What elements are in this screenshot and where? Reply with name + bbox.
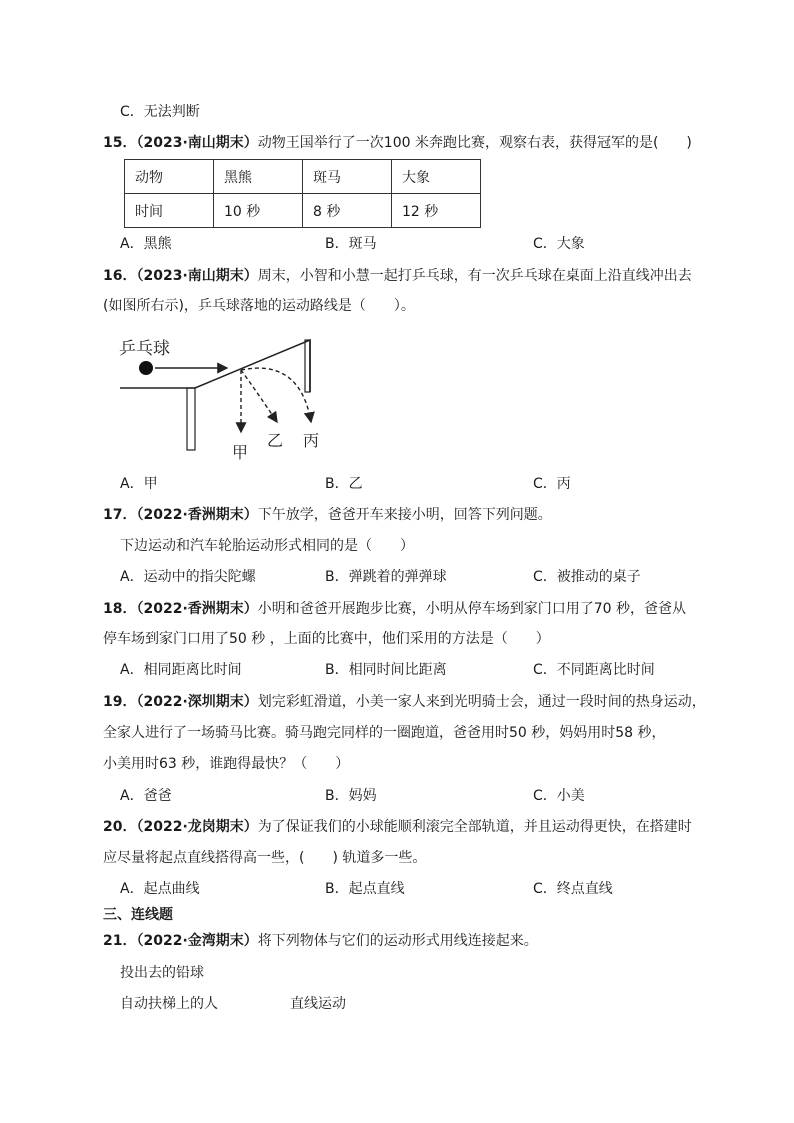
path-label-yi: 乙 (267, 431, 284, 450)
question-16-cont: (如图所右示)，乒乓球落地的运动路线是（ ）。 (103, 298, 415, 314)
question-text: 下午放学，爸爸开车来接小明，回答下列问题。 (257, 507, 552, 523)
question-number: 20． (103, 819, 137, 835)
question-20 (103, 817, 692, 837)
prev-option-c: C．无法判断 (120, 104, 200, 120)
option-c[interactable]: C．大象 (533, 236, 585, 252)
option-b[interactable]: B．起点直线 (325, 881, 405, 897)
question-number: 19． (103, 694, 137, 710)
question-19-cont2: 小美用时63 秒，谁跑得最快？（ ） (103, 756, 350, 772)
option-c[interactable]: C．不同距离比时间 (533, 662, 655, 678)
table-cell: 12 秒 (392, 194, 481, 228)
question-number: 16． (103, 268, 137, 284)
option-a[interactable]: A．起点曲线 (120, 881, 200, 897)
question-source: （2022·香洲期末） (136, 601, 258, 617)
table-cell: 斑马 (303, 160, 392, 194)
question-18-cont: 停车场到家门口用了50 秒 ，上面的比赛中，他们采用的方法是（ ） (103, 631, 550, 647)
question-text: 划完彩虹滑道，小美一家人来到光明骑士会，通过一段时间的热身运动， (257, 694, 706, 710)
option-c[interactable]: C．终点直线 (533, 881, 613, 897)
match-item-1[interactable]: 投出去的铅球 (120, 965, 204, 981)
question-number: 18． (103, 601, 137, 617)
question-source: （2023·南山期末） (136, 135, 258, 151)
match-motion-1[interactable]: 直线运动 (290, 996, 346, 1012)
question-text: 将下列物体与它们的运动形式用线连接起来。 (257, 933, 538, 949)
question-text: 周末，小智和小慧一起打乒乓球，有一次乒乓球在桌面上沿直线冲出去 (257, 268, 692, 284)
question-text: 为了保证我们的小球能顺利滚完全部轨道，并且运动得更快，在搭建时 (257, 819, 692, 835)
question-number: 15． (103, 135, 137, 151)
ping-pong-diagram (115, 330, 335, 465)
path-label-jia: 甲 (232, 443, 249, 462)
table-cell: 大象 (392, 160, 481, 194)
option-a[interactable]: A．相同距离比时间 (120, 662, 242, 678)
question-text: 动物王国举行了一次100 米奔跑比赛，观察右表，获得冠军的是( ) (257, 135, 692, 151)
question-source: （2022·龙岗期末） (136, 819, 258, 835)
question-17-sub: 下边运动和汽车轮胎运动形式相同的是（ ） (120, 538, 414, 554)
table-cell: 8 秒 (303, 194, 392, 228)
table-row (125, 160, 481, 194)
path-bing (241, 368, 311, 422)
question-19-cont: 全家人进行了一场骑马比赛。骑马跑完同样的一圈跑道，爸爸用时50 秒，妈妈用时58 秒， (103, 725, 666, 741)
question-source: （2022·香洲期末） (136, 507, 258, 523)
option-b[interactable]: B．相同时间比距离 (325, 662, 447, 678)
question-source: （2022·深圳期末） (136, 694, 258, 710)
option-c[interactable]: C．丙 (533, 476, 571, 492)
ball-icon (139, 361, 153, 375)
question-source: （2023·南山期末） (136, 268, 258, 284)
question-18 (103, 599, 686, 619)
option-b[interactable]: B．乙 (325, 476, 363, 492)
table-cell: 时间 (125, 194, 214, 228)
table-row (125, 194, 481, 228)
table-cell: 动物 (125, 160, 214, 194)
option-a[interactable]: A．爸爸 (120, 788, 172, 804)
option-c[interactable]: C．被推动的桌子 (533, 569, 641, 585)
question-text: 小明和爸爸开展跑步比赛，小明从停车场到家门口用了70 秒，爸爸从 (257, 601, 687, 617)
question-16 (103, 266, 692, 286)
question-20-cont: 应尽量将起点直线搭得高一些，( ) 轨道多一些。 (103, 850, 427, 866)
question-15 (103, 133, 692, 153)
question-21 (103, 931, 538, 951)
section-title: 三、连线题 (103, 907, 173, 923)
question-17 (103, 505, 552, 525)
option-a[interactable]: A．运动中的指尖陀螺 (120, 569, 256, 585)
match-item-2[interactable]: 自动扶梯上的人 (120, 996, 218, 1012)
option-b[interactable]: B．斑马 (325, 236, 377, 252)
path-yi (241, 370, 277, 422)
question-number: 17． (103, 507, 137, 523)
question-number: 21． (103, 933, 137, 949)
animal-time-table (124, 159, 481, 228)
option-b[interactable]: B．弹跳着的弹弹球 (325, 569, 447, 585)
path-label-bing: 丙 (303, 431, 320, 450)
option-b[interactable]: B．妈妈 (325, 788, 377, 804)
table-leg-front (187, 388, 195, 450)
option-a[interactable]: A．黑熊 (120, 236, 172, 252)
ping-pong-label: 乒乓球 (119, 339, 170, 359)
question-19 (103, 692, 706, 712)
question-source: （2022·金湾期末） (136, 933, 258, 949)
option-a[interactable]: A．甲 (120, 476, 158, 492)
table-cell: 10 秒 (214, 194, 303, 228)
table-cell: 黑熊 (214, 160, 303, 194)
option-c[interactable]: C．小美 (533, 788, 585, 804)
